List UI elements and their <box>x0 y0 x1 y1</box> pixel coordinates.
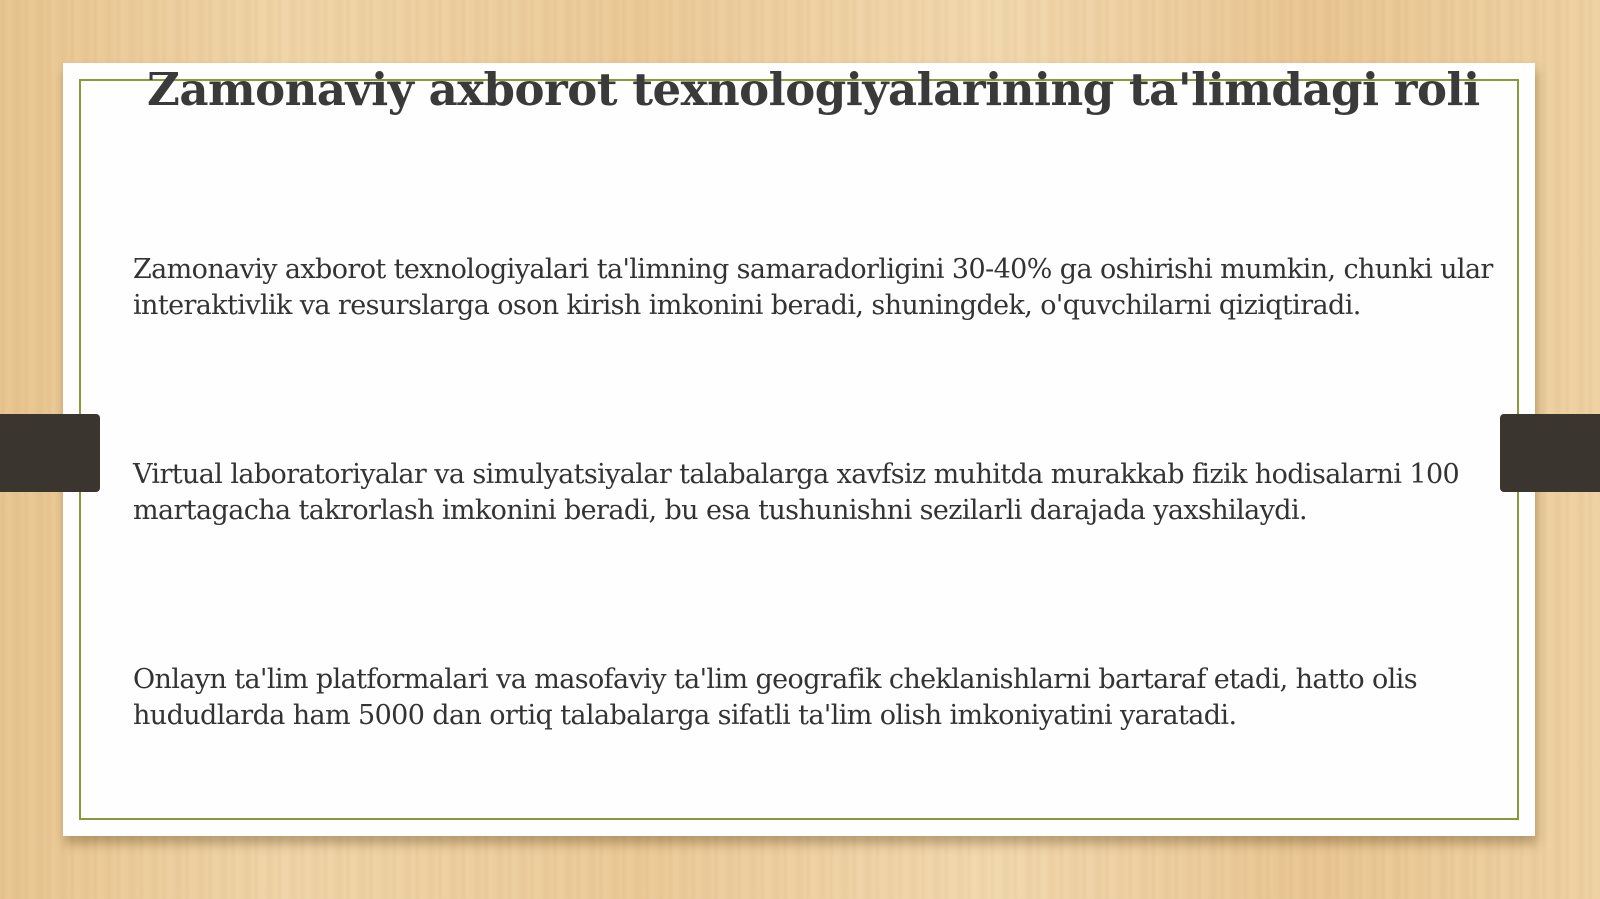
paragraph-3: Onlayn ta'lim platformalari va masofaviy ta'lim geografik cheklanishlarni bartaraf etadi, hatto olis hududlarda ham 5000 dan ortiq talabalarga sifatli ta'lim olish imkoniyatini yaratadi. <box>133 664 1417 731</box>
left-binder-tab <box>0 414 100 492</box>
slide-title: Zamonaviy axborot texnologiyalarining ta'limdagi roli <box>147 63 1480 116</box>
paragraph-1: Zamonaviy axborot texnologiyalari ta'limning samaradorligini 30-40% ga oshirishi mumkin, chunki ular interaktivlik va resurslarga oson kirish imkonini beradi, shuningdek, o'quvchilarni qiziqtiradi. <box>133 254 1493 321</box>
right-binder-tab <box>1500 414 1600 492</box>
paragraph-2: Virtual laboratoriyalar va simulyatsiyalar talabalarga xavfsiz muhitda murakkab fizik hodisalarni 100 martagacha takrorlash imkonini beradi, bu esa tushunishni sezilarli darajada yaxshilaydi. <box>133 459 1460 526</box>
